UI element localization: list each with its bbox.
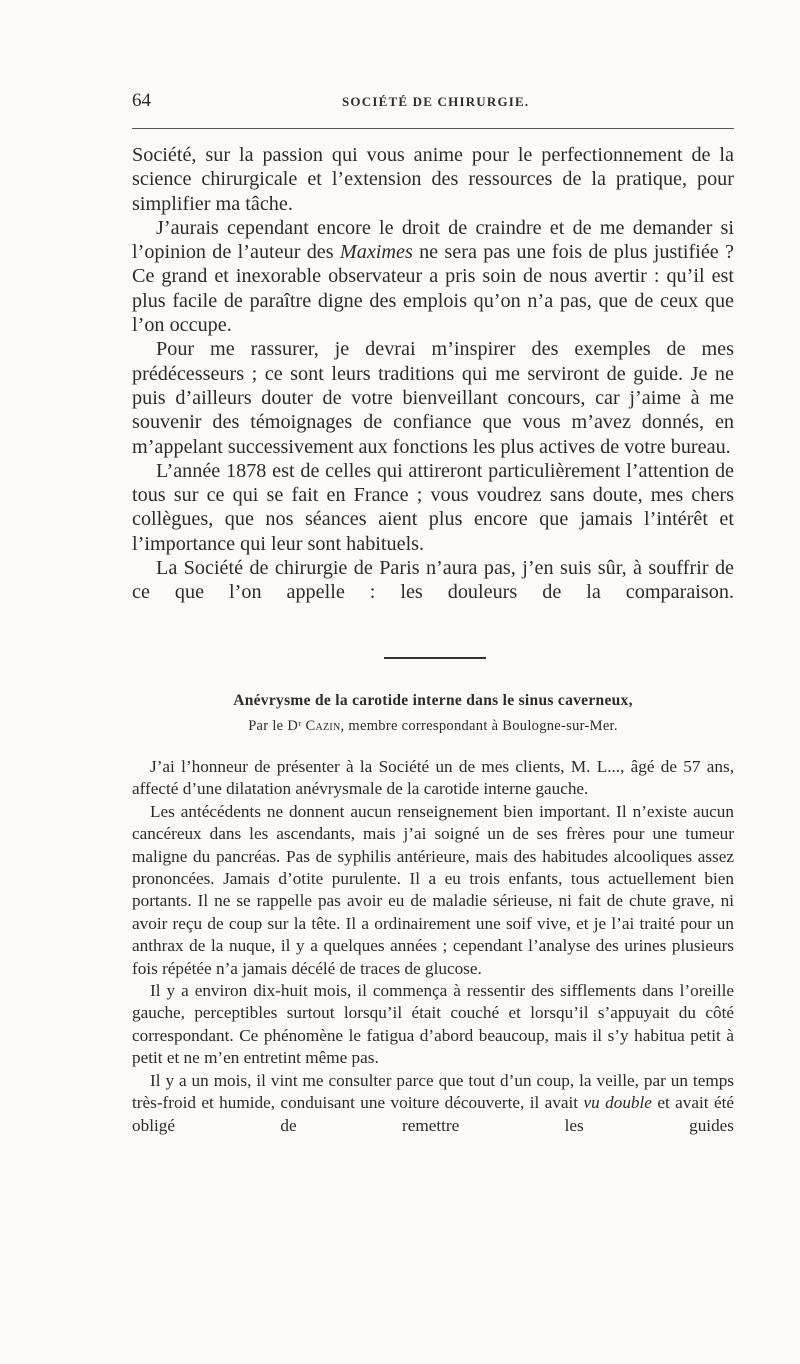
- paragraph: Pour me rassurer, je devrai m’inspirer des exemples de mes prédécesseurs ; ce sont leurs traditions qui me serviront de guide. Je ne puis d’ailleurs douter de votre bienveillant concours, car j’aime à me souvenir des témoignages de confiance que vous m’avez donnés, en m’appelant successivement aux fonctions les plus actives de votre bureau.: [132, 338, 734, 458]
- article-body: [132, 756, 734, 1137]
- article-byline: Par le Dʳ Cazin, membre correspondant à Boulogne-sur-Mer.: [248, 718, 618, 734]
- header-rule: [132, 128, 734, 129]
- opening-text: [132, 143, 734, 605]
- paragraph: Il y a environ dix-huit mois, il commença à ressentir des sifflements dans l’oreille gauche, perceptibles surtout lorsqu’il était couché et lorsqu’il s’appuyait du côté correspondant. Ce phénomène le fatigua d’abord beaucoup, mais il s’y habitua petit à petit et ne m’en entretint même pas.: [132, 981, 734, 1068]
- italic-phrase: vu double: [583, 1093, 652, 1113]
- author-name: Cazin: [305, 718, 341, 734]
- paragraph: Société, sur la passion qui vous anime pour le perfectionnement de la science chirurgicale et l’extension des ressources de la pratique, pour simplifier ma tâche.: [132, 144, 734, 215]
- article-title: Anévrysme de la carotide interne dans le sinus caverneux,: [233, 692, 633, 709]
- page-header: [132, 90, 734, 114]
- paragraph: L’année 1878 est de celles qui attireront particulièrement l’attention de tous sur ce qui se fait en France ; vous voudrez sans doute, mes chers collègues, que nos séances aient plus encore que jamais l’intérêt et l’importance qui leur sont habituels.: [132, 459, 734, 555]
- italic-title: Maximes: [339, 241, 413, 264]
- running-title: SOCIÉTÉ DE CHIRURGIE.: [342, 94, 530, 109]
- page-number: 64: [132, 90, 151, 111]
- section-separator: [384, 657, 486, 659]
- paragraph: Il y a un mois, il vint me consulter parce que tout d’un coup, la veille, par un temps très-froid et humide, conduisant une voiture découverte, il avait vu double et avait été obligé de remettre les guides: [132, 1070, 734, 1135]
- paragraph: La Société de chirurgie de Paris n’aura pas, j’en suis sûr, à souffrir de ce que l’on appelle : les douleurs de la comparaison.: [132, 557, 734, 604]
- paragraph: J’ai l’honneur de présenter à la Société un de mes clients, M. L..., âgé de 57 ans, affecté d’une dilatation anévrysmale de la carotide interne gauche.: [132, 757, 734, 799]
- paragraph: Les antécédents ne donnent aucun renseignement bien important. Il n’existe aucun cancéreux dans les ascendants, mais j’ai soigné un de ses frères pour une tumeur maligne du pancréas. Pas de syphilis antérieure, mais des habitudes alcooliques assez prononcées. Jamais d’otite purulente. Il a eu trois enfants, tous actuellement bien portants. Il ne se rappelle pas avoir eu de maladie sérieuse, ni fait de chute grave, ni avoir reçu de coup sur la tête. Il a ordinairement une soif vive, et je l’ai traité pour un anthrax de la nuque, il y a quelques années ; cependant l’analyse des urines plusieurs fois répétée n’a jamais décélé de traces de glucose.: [132, 801, 734, 978]
- paragraph: J’aurais cependant encore le droit de craindre et de me demander si l’opinion de l’auteur des Maximes ne sera pas une fois de plus justifiée ? Ce grand et inexorable observateur a pris soin de nous avertir : qu’il est plus facile de paraître digne des emplois qu’on n’a pas, que de ceux que l’on occupe.: [132, 216, 734, 337]
